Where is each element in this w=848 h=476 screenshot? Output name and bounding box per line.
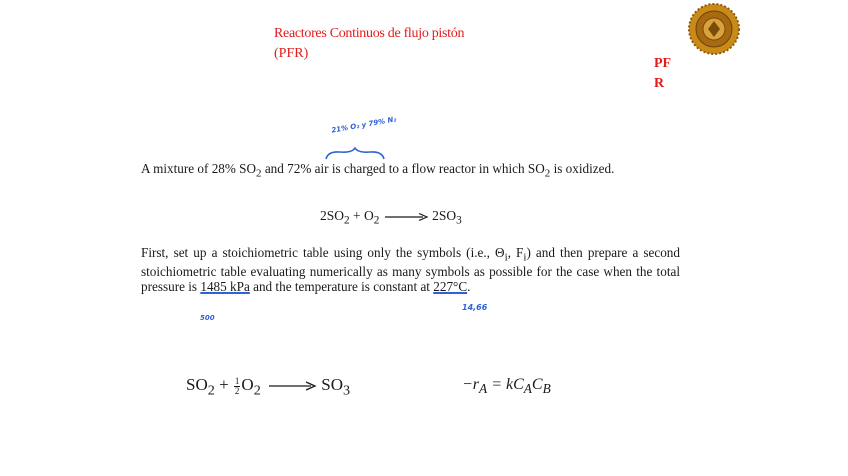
pressure-value: 1485 kPa <box>200 278 250 294</box>
university-seal-icon <box>688 3 740 55</box>
half-fraction: $\frac{1}{2}$ <box>234 375 240 396</box>
handwritten-note-pressure: 14,66 <box>462 303 488 312</box>
corner-label <box>654 54 684 94</box>
reaction-equation-2: $SO_2$ + $\frac{1}{2}$ $O_2$ $SO_3$ <box>186 375 351 399</box>
corner-label-line1: PF <box>654 56 672 71</box>
right-arrow-icon <box>265 380 317 392</box>
problem-paragraph-1: A mixture of 28% $SO_2$ and 72% air is charged to a flow reactor in which $SO_2$ is oxidized. <box>141 161 615 180</box>
right-arrow-icon <box>383 212 429 222</box>
temperature-value: 227°C <box>433 278 468 294</box>
reaction-equation-1: $2SO_2 + O_2$ $2SO_3$ <box>320 208 462 227</box>
rate-law-equation: $-r_A = kC_AC_B$ <box>462 376 551 397</box>
document-subtitle: (PFR) <box>274 46 309 61</box>
handwritten-note-temperature: 500 <box>200 314 215 322</box>
problem-paragraph-2: First, set up a stoichiometric table using only the symbols (i.e., $\Theta_i$, $F_i$) and then prepare a second stoichiometric table evaluating numerically as many symbols as possible for the case when the total pressure is 1485 kPa and the temperature is constant at 227°C. <box>141 245 680 294</box>
corner-label-line2: R <box>654 76 665 91</box>
handwritten-note-air-composition: 21% O₂ y 79% N₂ <box>330 115 397 135</box>
document-title: Reactores Continuos de flujo pistón <box>274 26 465 41</box>
curly-brace-icon <box>324 147 386 161</box>
air-percentage: 72% air <box>287 161 329 176</box>
